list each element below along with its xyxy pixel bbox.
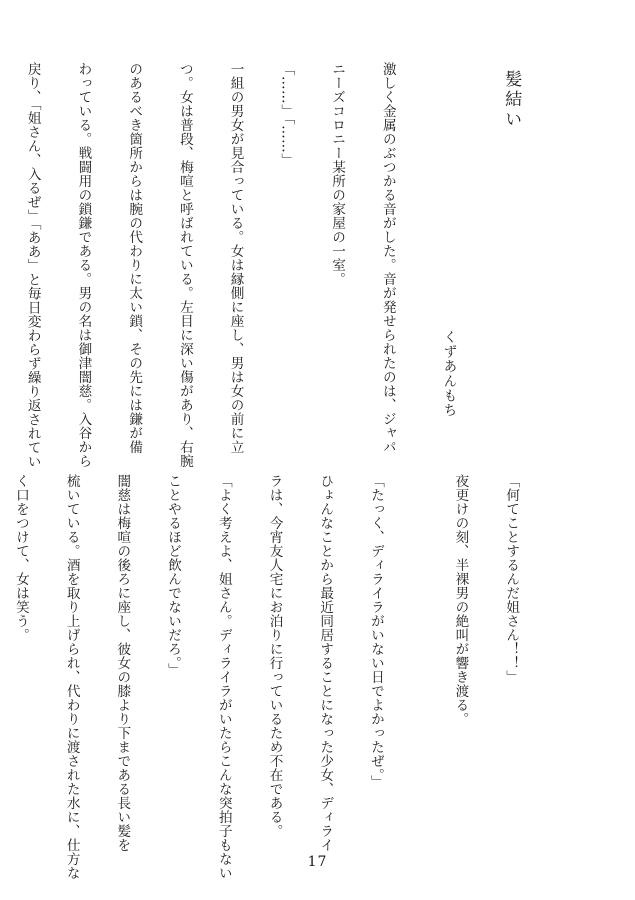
lower-text-block bbox=[0, 474, 553, 880]
lower-line: く口をつけて、女は笑う。 bbox=[12, 474, 29, 642]
upper-line: つ。女は普段、梅喧と呼ばれている。左目に深い傷があり、右腕 bbox=[176, 62, 193, 468]
lower-line: ひょんなことから最近同居することになった少女、ディライ bbox=[317, 474, 334, 852]
upper-line: 激しく金属のぶつかる音がした。音が発せられたのは、ジャパ bbox=[379, 62, 396, 454]
lower-line: 「たっく、ディライラがいない日でよかったぜ。」 bbox=[367, 474, 384, 790]
lower-line: 闇慈は梅喧の後ろに座し、彼女の膝より下まである長い髪を bbox=[114, 474, 131, 852]
lower-line: ことやるほど飲んでないだろ。」 bbox=[165, 474, 182, 678]
upper-line: 一組の男女が見合っている。女は縁側に座し、男は女の前に立 bbox=[227, 62, 244, 454]
upper-line: 「……」「……」 bbox=[278, 62, 295, 168]
page-number: 17 bbox=[307, 854, 328, 870]
lower-line: ラは、今宵友人宅にお泊りに行っているため不在である。 bbox=[266, 474, 283, 838]
upper-line: のあるべき箇所からは腕の代わりに太い鎖、その先には鎌が備 bbox=[126, 62, 143, 454]
upper-line: ニーズコロニー某所の家屋の一室。 bbox=[329, 62, 346, 286]
lower-line: 夜更けの刻、半裸男の絶叫が響き渡る。 bbox=[452, 474, 469, 726]
lower-line: 梳いている。酒を取り上げられ、代わりに渡された水に、仕方な bbox=[63, 474, 80, 880]
story-title: 髪結い bbox=[501, 70, 522, 130]
lower-line: 「何てことするんだ姐さん！！」 bbox=[503, 474, 520, 684]
upper-line: わっている。戦闘用の鎖鎌である。男の名は御津闇慈。入谷から bbox=[75, 62, 92, 468]
upper-line: 戻り、「姐さん、入るぜ」「ああ」と毎日変わらず繰り返されてい bbox=[24, 62, 41, 469]
lower-line: 「よく考えよ、姐さん。ディライラがいたらこんな突拍子もない bbox=[215, 474, 232, 880]
upper-text-block bbox=[0, 62, 553, 469]
author-name: くずあんもち bbox=[440, 330, 457, 418]
